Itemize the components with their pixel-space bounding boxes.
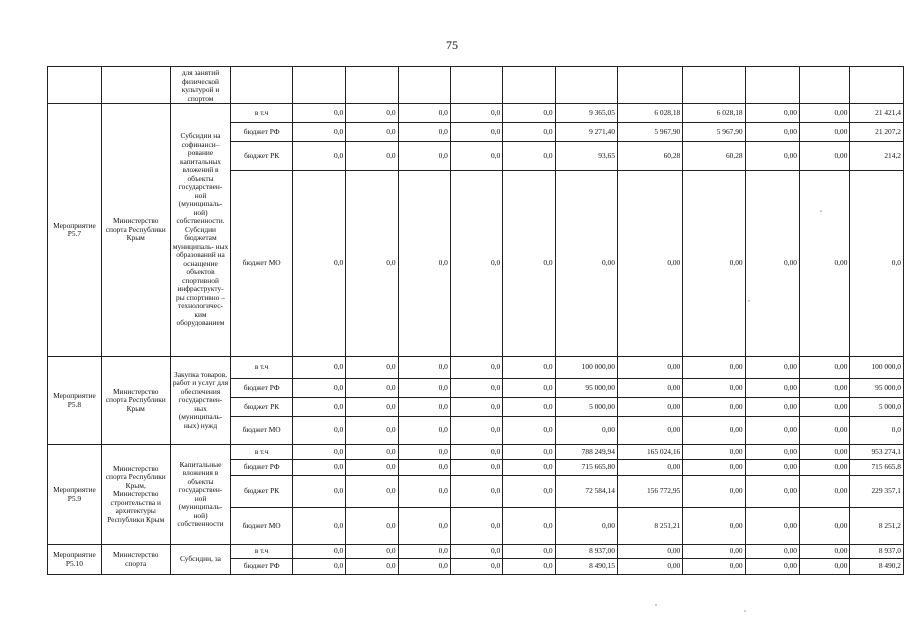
- scan-speck: [655, 604, 657, 606]
- value-cell: 0,00: [799, 559, 849, 575]
- value-cell: 0,00: [683, 445, 745, 460]
- value-cell: 0,0: [346, 508, 398, 545]
- value-cell: 229 357,1: [850, 476, 904, 508]
- value-cell: [398, 67, 450, 104]
- funding-source-cell: в т.ч: [231, 104, 292, 123]
- value-cell: 93,65: [555, 142, 617, 171]
- value-cell: 0,0: [450, 379, 502, 398]
- value-cell: 0,00: [799, 357, 849, 379]
- activity-cell: Мероприятие Р5.7: [48, 104, 102, 357]
- value-cell: 0,0: [398, 171, 450, 357]
- value-cell: 0,0: [398, 460, 450, 476]
- value-cell: 0,00: [683, 357, 745, 379]
- description-cell: Субсидии на софинанси– рование капитальных вложений в объекты государствен- ной (муниципаль- ной) собственности. Субсидии бюджетам муниципаль- ных образований на оснащение объектов спортивной инфраструкту- ры спортивно – технологичес- ким оборудованием: [170, 104, 231, 357]
- table-row: [48, 104, 904, 123]
- activity-cell: Мероприятие Р5.10: [48, 545, 102, 575]
- value-cell: 72 584,14: [555, 476, 617, 508]
- funding-source-cell: бюджет РФ: [231, 460, 292, 476]
- value-cell: 0,0: [503, 357, 555, 379]
- funding-source-cell: бюджет РК: [231, 142, 292, 171]
- value-cell: 5 967,90: [617, 123, 682, 142]
- table-row: [48, 545, 904, 559]
- value-cell: 5 967,90: [683, 123, 745, 142]
- value-cell: 156 772,95: [617, 476, 682, 508]
- value-cell: 0,0: [346, 123, 398, 142]
- value-cell: 0,0: [398, 379, 450, 398]
- value-cell: 0,0: [450, 559, 502, 575]
- value-cell: 0,00: [745, 398, 799, 417]
- value-cell: 0,00: [617, 559, 682, 575]
- value-cell: 0,00: [683, 460, 745, 476]
- value-cell: 0,0: [292, 545, 345, 559]
- value-cell: 100 000,0: [850, 357, 904, 379]
- value-cell: 60,28: [617, 142, 682, 171]
- value-cell: 0,0: [346, 476, 398, 508]
- value-cell: [346, 67, 398, 104]
- value-cell: 0,00: [555, 508, 617, 545]
- table-row: [48, 445, 904, 460]
- activity-cell: Мероприятие Р5.8: [48, 357, 102, 445]
- value-cell: 715 665,80: [555, 460, 617, 476]
- value-cell: 0,0: [346, 398, 398, 417]
- value-cell: 0,00: [617, 357, 682, 379]
- value-cell: [292, 67, 345, 104]
- value-cell: 0,0: [292, 142, 345, 171]
- org-cell: Министерство спорта Республики Крым, Министерство строительства и архитектуры Республики Крым: [101, 445, 170, 545]
- value-cell: 0,0: [292, 476, 345, 508]
- value-cell: 0,0: [503, 142, 555, 171]
- page-number: 75: [446, 38, 458, 52]
- funding-source-cell: бюджет МО: [231, 171, 292, 357]
- value-cell: 0,00: [799, 171, 849, 357]
- activity-cell: Мероприятие Р5.9: [48, 445, 102, 545]
- value-cell: 0,0: [503, 445, 555, 460]
- org-cell: [101, 67, 170, 104]
- value-cell: 0,0: [292, 379, 345, 398]
- value-cell: 0,0: [398, 104, 450, 123]
- value-cell: 0,0: [503, 545, 555, 559]
- funding-source-cell: бюджет МО: [231, 508, 292, 545]
- value-cell: 0,0: [503, 171, 555, 357]
- value-cell: [799, 67, 849, 104]
- value-cell: 0,00: [683, 559, 745, 575]
- funding-source-cell: бюджет РФ: [231, 123, 292, 142]
- value-cell: 0,00: [745, 104, 799, 123]
- value-cell: 0,0: [503, 476, 555, 508]
- value-cell: 0,00: [683, 398, 745, 417]
- value-cell: 0,0: [292, 104, 345, 123]
- funding-source-cell: бюджет РФ: [231, 379, 292, 398]
- value-cell: 21 421,4: [850, 104, 904, 123]
- value-cell: 0,00: [799, 545, 849, 559]
- value-cell: 0,0: [450, 445, 502, 460]
- value-cell: 9 271,40: [555, 123, 617, 142]
- value-cell: 8 490,2: [850, 559, 904, 575]
- value-cell: 0,0: [503, 379, 555, 398]
- value-cell: 0,00: [799, 508, 849, 545]
- value-cell: 0,00: [617, 379, 682, 398]
- value-cell: 0,0: [398, 545, 450, 559]
- value-cell: 0,00: [745, 508, 799, 545]
- value-cell: [231, 67, 292, 104]
- value-cell: 8 937,0: [850, 545, 904, 559]
- value-cell: [617, 67, 682, 104]
- scan-speck: [744, 610, 746, 612]
- value-cell: 0,0: [398, 559, 450, 575]
- value-cell: 0,00: [745, 545, 799, 559]
- value-cell: 953 274,1: [850, 445, 904, 460]
- value-cell: 8 251,21: [617, 508, 682, 545]
- value-cell: 0,00: [745, 123, 799, 142]
- value-cell: 0,0: [292, 171, 345, 357]
- value-cell: 0,00: [745, 379, 799, 398]
- value-cell: 0,0: [850, 171, 904, 357]
- funding-source-cell: бюджет РК: [231, 476, 292, 508]
- budget-table: [47, 66, 904, 575]
- value-cell: 165 024,16: [617, 445, 682, 460]
- value-cell: 0,0: [503, 123, 555, 142]
- value-cell: 0,00: [617, 545, 682, 559]
- funding-source-cell: в т.ч: [231, 545, 292, 559]
- value-cell: 0,0: [346, 104, 398, 123]
- value-cell: 0,0: [503, 508, 555, 545]
- value-cell: 6 028,18: [617, 104, 682, 123]
- value-cell: 0,00: [683, 417, 745, 445]
- funding-source-cell: бюджет МО: [231, 417, 292, 445]
- value-cell: 0,0: [398, 357, 450, 379]
- value-cell: 0,0: [450, 171, 502, 357]
- value-cell: 0,00: [683, 476, 745, 508]
- funding-source-cell: бюджет РК: [231, 398, 292, 417]
- value-cell: 0,0: [850, 417, 904, 445]
- value-cell: 0,00: [683, 545, 745, 559]
- value-cell: 0,0: [292, 417, 345, 445]
- value-cell: 0,00: [799, 445, 849, 460]
- value-cell: 0,00: [745, 476, 799, 508]
- value-cell: 9 365,05: [555, 104, 617, 123]
- value-cell: 0,0: [450, 398, 502, 417]
- value-cell: 0,0: [346, 559, 398, 575]
- value-cell: 0,0: [450, 357, 502, 379]
- value-cell: 100 000,00: [555, 357, 617, 379]
- value-cell: [555, 67, 617, 104]
- value-cell: 0,0: [292, 445, 345, 460]
- activity-cell: [48, 67, 102, 104]
- value-cell: 0,00: [799, 379, 849, 398]
- value-cell: 0,0: [292, 508, 345, 545]
- value-cell: 0,00: [617, 417, 682, 445]
- value-cell: 0,0: [450, 142, 502, 171]
- value-cell: 0,0: [450, 545, 502, 559]
- scan-speck: [820, 210, 822, 212]
- value-cell: 60,28: [683, 142, 745, 171]
- org-cell: Министерство спорта Республики Крым: [101, 104, 170, 357]
- description-cell: Капитальные вложения в объекты государствен- ной (муниципаль- ной) собственности: [170, 445, 231, 545]
- value-cell: 8 937,00: [555, 545, 617, 559]
- value-cell: 0,00: [555, 171, 617, 357]
- value-cell: [450, 67, 502, 104]
- value-cell: 0,0: [346, 417, 398, 445]
- value-cell: 0,00: [745, 357, 799, 379]
- value-cell: 0,0: [450, 508, 502, 545]
- value-cell: 0,00: [745, 142, 799, 171]
- value-cell: 0,00: [683, 508, 745, 545]
- value-cell: 21 207,2: [850, 123, 904, 142]
- value-cell: [503, 67, 555, 104]
- value-cell: 0,0: [292, 357, 345, 379]
- value-cell: 0,0: [346, 445, 398, 460]
- value-cell: 0,00: [745, 559, 799, 575]
- value-cell: [745, 67, 799, 104]
- value-cell: 0,0: [503, 460, 555, 476]
- value-cell: 0,0: [346, 171, 398, 357]
- funding-source-cell: в т.ч: [231, 445, 292, 460]
- value-cell: 0,0: [292, 123, 345, 142]
- value-cell: 0,0: [503, 559, 555, 575]
- value-cell: 0,0: [292, 460, 345, 476]
- org-cell: Министерство спорта Республики Крым: [101, 357, 170, 445]
- value-cell: 788 249,94: [555, 445, 617, 460]
- value-cell: 0,00: [745, 460, 799, 476]
- value-cell: 0,00: [683, 171, 745, 357]
- value-cell: 0,00: [617, 171, 682, 357]
- value-cell: 715 665,8: [850, 460, 904, 476]
- value-cell: 0,00: [799, 476, 849, 508]
- value-cell: 0,00: [799, 398, 849, 417]
- value-cell: 0,0: [292, 398, 345, 417]
- value-cell: 0,00: [799, 104, 849, 123]
- description-cell: Закупка товаров, работ и услуг для обеспечения государствен- ных (муниципаль- ных) нужд: [170, 357, 231, 445]
- value-cell: 0,0: [346, 460, 398, 476]
- value-cell: 0,0: [346, 379, 398, 398]
- description-cell: для занятий физической культурой и спортом: [170, 67, 231, 104]
- value-cell: 8 490,15: [555, 559, 617, 575]
- value-cell: 0,0: [450, 476, 502, 508]
- value-cell: 0,00: [745, 171, 799, 357]
- description-cell: Субсидии, за: [170, 545, 231, 575]
- value-cell: 0,0: [450, 460, 502, 476]
- value-cell: 0,0: [398, 123, 450, 142]
- value-cell: 0,0: [398, 445, 450, 460]
- value-cell: 0,0: [398, 398, 450, 417]
- value-cell: 0,00: [683, 379, 745, 398]
- value-cell: 0,0: [503, 417, 555, 445]
- value-cell: 0,0: [346, 142, 398, 171]
- value-cell: 0,0: [398, 476, 450, 508]
- value-cell: 8 251,2: [850, 508, 904, 545]
- value-cell: 95 000,00: [555, 379, 617, 398]
- value-cell: 5 000,00: [555, 398, 617, 417]
- funding-source-cell: бюджет РФ: [231, 559, 292, 575]
- value-cell: 5 000,0: [850, 398, 904, 417]
- table-row: [48, 67, 904, 104]
- value-cell: 0,0: [346, 545, 398, 559]
- value-cell: 0,0: [503, 104, 555, 123]
- value-cell: 0,00: [745, 445, 799, 460]
- value-cell: 0,0: [398, 508, 450, 545]
- value-cell: 0,00: [799, 123, 849, 142]
- value-cell: 0,00: [617, 398, 682, 417]
- value-cell: 0,0: [450, 123, 502, 142]
- value-cell: 0,0: [398, 417, 450, 445]
- value-cell: 0,00: [617, 460, 682, 476]
- value-cell: 0,0: [503, 398, 555, 417]
- scan-speck: [748, 300, 750, 302]
- value-cell: 0,00: [799, 460, 849, 476]
- value-cell: 95 000,0: [850, 379, 904, 398]
- value-cell: 0,00: [799, 142, 849, 171]
- value-cell: 0,00: [745, 417, 799, 445]
- value-cell: 0,0: [450, 417, 502, 445]
- value-cell: 6 028,18: [683, 104, 745, 123]
- table-row: [48, 357, 904, 379]
- value-cell: 0,0: [292, 559, 345, 575]
- value-cell: 0,0: [398, 142, 450, 171]
- value-cell: [850, 67, 904, 104]
- value-cell: 0,0: [450, 104, 502, 123]
- value-cell: [683, 67, 745, 104]
- value-cell: 214,2: [850, 142, 904, 171]
- value-cell: 0,00: [799, 417, 849, 445]
- value-cell: 0,0: [346, 357, 398, 379]
- funding-source-cell: в т.ч: [231, 357, 292, 379]
- value-cell: 0,00: [555, 417, 617, 445]
- org-cell: Министерство спорта: [101, 545, 170, 575]
